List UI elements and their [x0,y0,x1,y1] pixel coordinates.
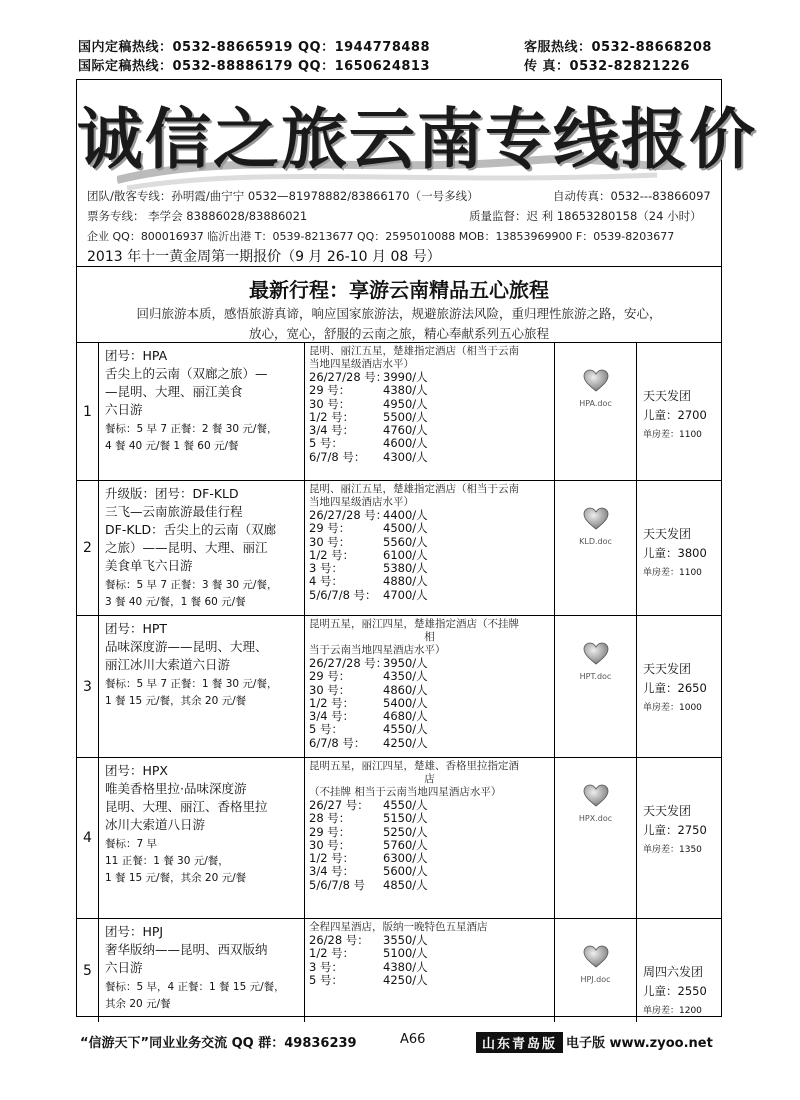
price-row [309,371,550,384]
auto-fax: 自动传真：0532---83866097 [553,189,711,203]
child-price: 儿童：2550 [643,984,707,998]
footer-page-number: A66 [400,1032,426,1047]
tour-description [99,616,305,757]
enterprise-contact: 企业 QQ：800016937 临沂出港 T：0539-8213677 QQ：2595010088 MOB：13853969900 F：0539-8203677 [87,230,675,243]
price-row [309,852,550,865]
heart-doc-icon [583,369,609,393]
price-row [309,697,550,710]
attachment-filename: HPT.doc [579,672,612,681]
tour-name-line: —昆明、大理、丽江美食 [105,384,243,399]
hotel-standard-line: 当地四星级酒店水平） [309,496,414,508]
single-room-supplement: 单房差：1000 [643,703,702,713]
single-room-supplement: 单房差：1200 [643,1006,702,1016]
tour-code: 团号：HPX [105,763,169,778]
price-date: 26/27/28 号： [309,508,388,522]
attachment-cell [555,919,637,1022]
price-value: 4400/人 [383,508,428,522]
price-date: 3 号： [309,561,343,576]
footer-qq-group: “信游天下”同业业务交流 QQ 群：49836239 [80,1036,357,1051]
departure-cell [637,481,723,615]
hotel-standard-line: 相 [424,631,435,643]
price-row [309,536,550,549]
departure-schedule: 天天发团 [643,527,692,541]
price-row [309,670,550,683]
tour-name-line: 丽江冰川大索道六日游 [105,657,231,672]
price-value: 5100/人 [383,946,428,961]
hotel-standard-line: 昆明五星，丽江四星，楚雄指定酒店（不挂牌 [309,618,519,630]
departure-cell [637,919,723,1022]
price-value: 4500/人 [383,521,428,536]
price-date: 1/2 号： [309,946,355,961]
tour-number: 5 [77,919,99,1022]
price-row [309,575,550,588]
hotel-standard-line: 昆明五星，丽江四星，楚雄、香格里拉指定酒 [309,760,519,772]
doc-attachment[interactable] [555,642,636,681]
footer-website[interactable]: 电子版 www.zyoo.net [566,1036,713,1051]
price-row [309,451,550,464]
heart-doc-icon [583,507,609,531]
issue-line: 2013 年十一黄金周第一期报价（9 月 26-10 月 08 号） [87,249,441,265]
tour-name-line: DF-KLD：舌尖上的云南（双廊 [105,522,277,537]
price-value: 4880/人 [383,574,428,589]
service-hotline: 客服热线：0532-88668208 [524,40,712,55]
meal-standard-line: 餐标：5 早 7 正餐：1 餐 30 元/餐， [105,678,278,690]
tour-description [99,919,305,1022]
tour-prices [305,616,555,757]
tour-row [77,615,721,757]
price-date: 29 号： [309,824,351,839]
price-row [309,424,550,437]
meal-standard-line: 餐标：7 早 [105,838,158,850]
edition-badge: 山东青岛版 [476,1032,563,1053]
hotel-standard-line: 全程四星酒店，版纳一晚特色五星酒店 [309,921,488,933]
price-value: 4250/人 [383,972,428,987]
tour-number: 1 [77,343,99,480]
single-room-supplement: 单房差：1350 [643,845,702,855]
doc-attachment[interactable] [555,507,636,546]
tour-prices [305,919,555,1022]
price-value: 4680/人 [383,709,428,724]
price-row [309,509,550,522]
meal-standard-line: 4 餐 40 元/餐 1 餐 60 元/餐 [105,440,239,452]
heart-doc-icon [583,642,609,666]
tour-name-line: 美食单飞六日游 [105,558,193,573]
price-row [309,839,550,852]
price-value: 4380/人 [383,959,428,974]
tour-name-line: 昆明、大理、丽江、香格里拉 [105,799,268,814]
tour-row [77,342,721,480]
tour-name-line: 三飞—云南旅游最佳行程 [105,504,243,519]
price-row [309,737,550,750]
price-date: 3/4 号： [309,423,355,438]
tour-row [77,918,721,1022]
price-value: 4550/人 [383,798,428,812]
price-row [309,522,550,535]
price-row [309,384,550,397]
tour-name-line: 冰川大索道八日游 [105,817,206,832]
hotel-standard-line: 当于云南当地四星酒店水平） [309,644,446,656]
meal-standard-line: 餐标：5 早，4 正餐：1 餐 15 元/餐， [105,981,285,993]
meal-standard-line: 餐标：5 早 7 正餐：2 餐 30 元/餐， [105,423,278,435]
attachment-cell [555,758,637,918]
tour-row [77,757,721,918]
meal-standard-line: 1 餐 15 元/餐，其余 20 元/餐 [105,872,247,884]
tour-name-line: 唯美香格里拉·品味深度游 [105,781,247,796]
departure-schedule: 天天发团 [643,662,692,676]
child-price: 儿童：2750 [643,823,707,837]
divider [77,266,721,267]
page-title: 诚信之旅云南专线报价 [77,100,757,178]
promo-title: 最新行程：享游云南精品五心旅程 [249,278,549,302]
attachment-cell [555,616,637,757]
hotel-standard-line: 昆明、丽江五星，楚雄指定酒店（相当于云南 [309,483,519,495]
price-value: 3950/人 [383,656,428,670]
price-value: 4350/人 [383,669,428,684]
attachment-filename: KLD.doc [579,537,612,546]
tour-name-line: 六日游 [105,402,143,417]
single-room-supplement: 单房差：1100 [643,430,702,440]
attachment-cell [555,481,637,615]
price-value: 4600/人 [383,436,428,451]
price-row [309,961,550,974]
price-row [309,411,550,424]
tour-prices [305,481,555,615]
price-value: 5380/人 [383,561,428,576]
price-row [309,657,550,670]
promo-line-2: 放心，宽心，舒服的云南之旅，精心奉献系列五心旅程 [248,326,549,341]
attachment-filename: HPJ.doc [580,975,611,984]
tour-name-line: 舌尖上的云南（双廊之旅）— [105,366,268,381]
heart-doc-icon [583,784,609,808]
departure-cell [637,616,723,757]
ticket-line: 票务专线： 李学会 83886028/83886021 [87,209,308,223]
price-date: 6/7/8 号： [309,449,366,464]
price-date: 26/27/28 号： [309,656,388,670]
price-date: 3/4 号： [309,864,355,879]
price-date: 30 号： [309,837,351,852]
tour-code: 团号：HPT [105,621,168,636]
child-price: 儿童：2650 [643,681,707,695]
price-value: 5760/人 [383,837,428,852]
price-value: 4380/人 [383,383,428,398]
price-row [309,684,550,697]
tour-description [99,758,305,918]
attachment-filename: HPX.doc [578,814,613,823]
fax-line: 传 真：0532-82821226 [524,59,690,74]
price-value: 6300/人 [383,851,428,866]
price-row [309,879,550,892]
doc-attachment[interactable] [555,369,636,408]
child-price: 儿童：3800 [643,546,707,560]
heart-doc-icon [583,945,609,969]
price-row [309,589,550,602]
price-row [309,974,550,987]
price-row [309,947,550,960]
tour-name-line: 之旅）——昆明、大理、丽江 [105,540,268,555]
group-line: 团队/散客专线：孙明霞/曲宁宁 0532—81978882/83866170（一号多线） [87,189,479,203]
price-row [309,710,550,723]
departure-cell [637,758,723,918]
tour-code: 团号：HPJ [105,924,164,939]
price-date: 26/27/28 号： [309,370,388,384]
price-value: 3550/人 [383,933,428,947]
departure-schedule: 天天发团 [643,389,692,403]
hotel-standard-line: 店 [424,773,435,785]
price-row [309,549,550,562]
price-value: 4700/人 [383,587,428,602]
price-date: 30 号： [309,534,351,549]
price-value: 4550/人 [383,722,428,737]
price-date: 3/4 号： [309,709,355,724]
price-value: 5600/人 [383,864,428,879]
price-date: 5 号： [309,722,343,737]
price-date: 1/2 号： [309,851,355,866]
price-date: 29 号： [309,383,351,398]
price-date: 5 号： [309,972,343,987]
quality-supervision: 质量监督：迟 利 18653280158（24 小时） [469,209,702,223]
price-date: 1/2 号： [309,695,355,710]
departure-schedule: 天天发团 [643,804,692,818]
tour-code: 升级版：团号：DF-KLD [105,486,239,501]
price-value: 4950/人 [383,396,428,411]
meal-standard-line: 1 餐 15 元/餐，其余 20 元/餐 [105,695,247,707]
price-value: 5400/人 [383,695,428,710]
price-value: 4250/人 [383,735,428,750]
tour-prices [305,343,555,480]
price-value: 6100/人 [383,547,428,562]
price-date: 26/28 号： [309,933,369,947]
departure-schedule: 周四六发团 [643,965,704,979]
meal-standard-line: 其余 20 元/餐 [105,998,171,1010]
price-date: 6/7/8 号： [309,735,366,750]
departure-cell [637,343,723,480]
price-date: 5/6/7/8 号 [309,877,366,892]
tour-number: 4 [77,758,99,918]
price-date: 4 号： [309,574,343,589]
doc-attachment[interactable] [555,784,636,823]
domestic-hotline: 国内定稿热线：0532-88665919 QQ：1944778488 [78,40,431,55]
price-date: 30 号： [309,396,351,411]
international-hotline: 国际定稿热线：0532-88886179 QQ：1650624813 [78,59,431,74]
price-row [309,398,550,411]
meal-standard-line: 3 餐 40 元/餐，1 餐 60 元/餐 [105,596,246,608]
attachment-filename: HPA.doc [579,399,612,408]
price-date: 30 号： [309,682,351,697]
price-date: 29 号： [309,521,351,536]
price-row [309,812,550,825]
price-date: 28 号： [309,811,351,826]
hotel-standard-line: 当地四星级酒店水平） [309,358,414,370]
price-date: 1/2 号： [309,409,355,424]
promo-line-1: 回归旅游本质，感悟旅游真谛，响应国家旅游法，规避旅游法风险，重归理性旅游之路，安心， [136,306,662,321]
price-row [309,562,550,575]
price-row [309,934,550,947]
price-value: 4300/人 [383,449,428,464]
hotel-standard-line: （不挂牌 相当于云南当地四星酒店水平） [309,786,502,798]
price-value: 4860/人 [383,682,428,697]
price-row [309,799,550,812]
price-row [309,865,550,878]
single-room-supplement: 单房差：1100 [643,568,702,578]
tour-description [99,481,305,615]
doc-attachment[interactable] [555,945,636,984]
tour-number: 2 [77,481,99,615]
tour-prices [305,758,555,918]
price-date: 1/2 号： [309,547,355,562]
hotel-standard-line: 昆明、丽江五星，楚雄指定酒店（相当于云南 [309,345,519,357]
tour-number: 3 [77,616,99,757]
price-date: 5/6/7/8 号： [309,587,377,602]
tour-name-line: 六日游 [105,960,143,975]
price-row [309,826,550,839]
tour-name-line: 奢华版纳——昆明、西双版纳 [105,942,268,957]
tour-description [99,343,305,480]
tour-code: 团号：HPA [105,348,168,363]
attachment-cell [555,343,637,480]
price-row [309,723,550,736]
price-value: 5250/人 [383,824,428,839]
meal-standard-line: 11 正餐：1 餐 30 元/餐， [105,855,229,867]
price-sheet-frame [76,79,757,1017]
price-value: 4850/人 [383,877,428,892]
price-date: 5 号： [309,436,343,451]
price-value: 5150/人 [383,811,428,826]
price-date: 3 号： [309,959,343,974]
price-value: 5500/人 [383,409,428,424]
price-row [309,437,550,450]
tour-name-line: 品味深度游——昆明、大理、 [105,639,268,654]
tour-row [77,480,721,615]
price-date: 29 号： [309,669,351,684]
price-value: 3990/人 [383,370,428,384]
price-date: 26/27 号： [309,798,369,812]
child-price: 儿童：2700 [643,408,707,422]
price-value: 5560/人 [383,534,428,549]
price-value: 4760/人 [383,423,428,438]
meal-standard-line: 餐标：5 早 7 正餐：3 餐 30 元/餐， [105,579,278,591]
